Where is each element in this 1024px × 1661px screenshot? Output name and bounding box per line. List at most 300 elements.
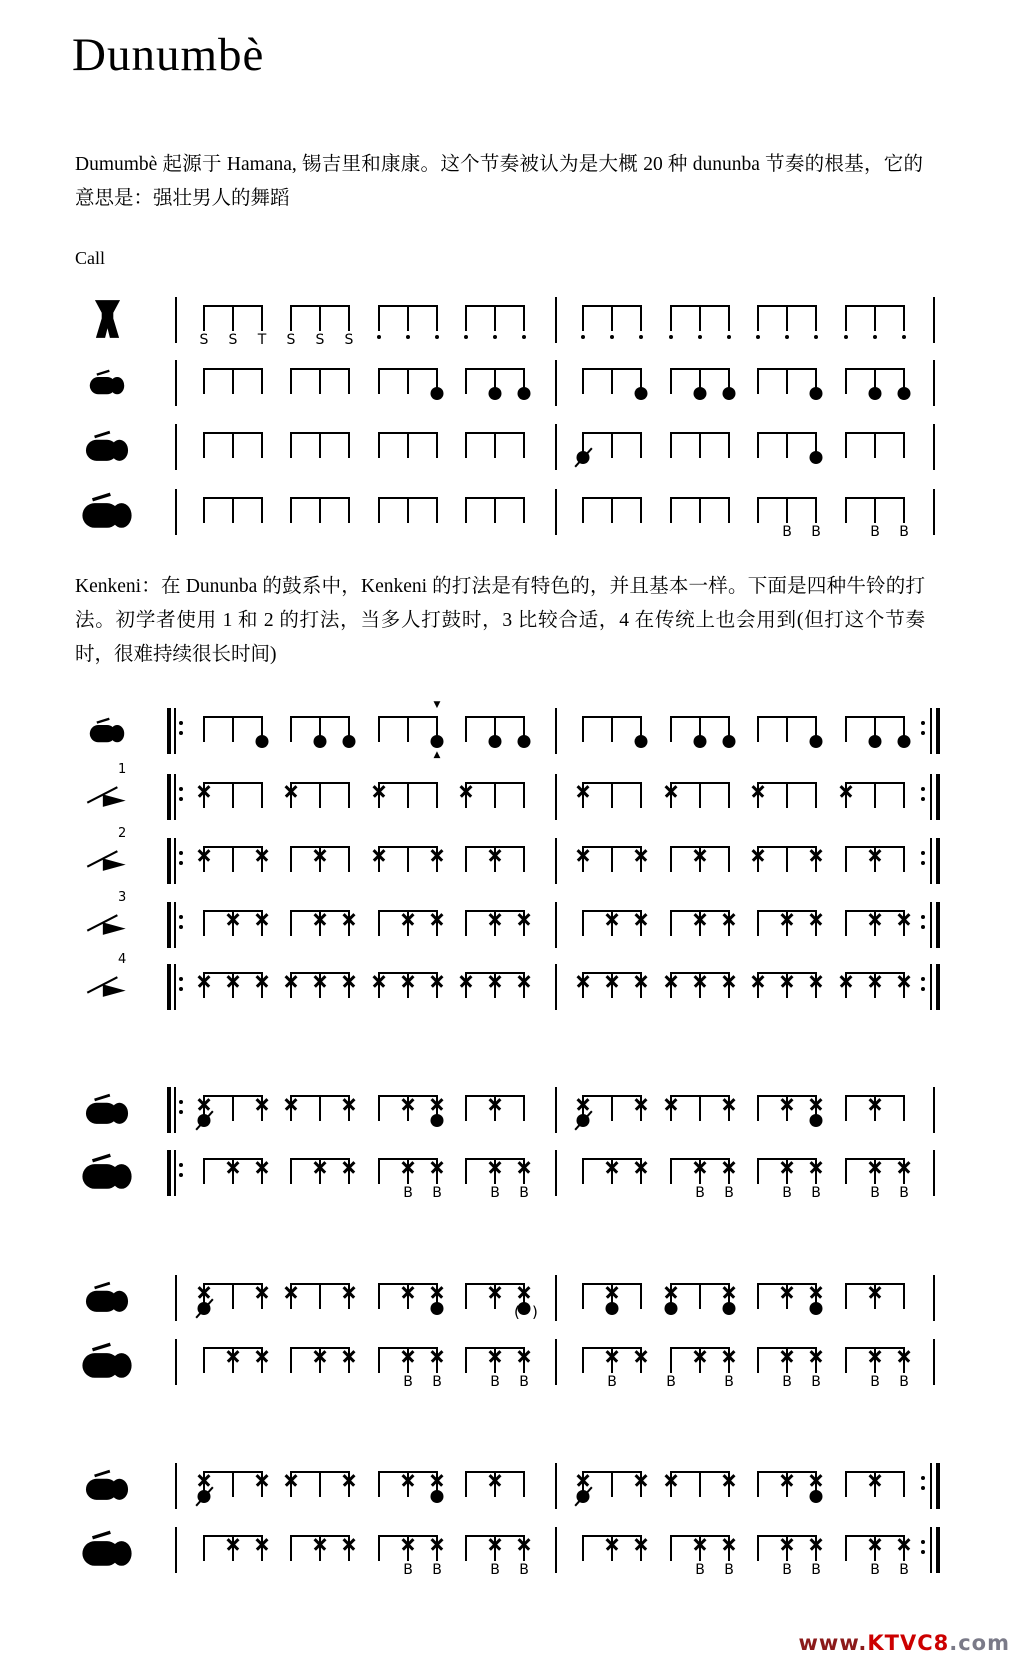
triplet-group xyxy=(666,1347,734,1390)
bell-stroke-x xyxy=(488,1473,503,1488)
dununba-drum-icon xyxy=(81,492,133,530)
stroke-letter-B: B xyxy=(695,1562,705,1578)
note-stem xyxy=(724,1349,734,1390)
muted-stroke-note xyxy=(198,1490,211,1503)
muted-stroke-note xyxy=(577,451,590,464)
stroke-letter-S: S xyxy=(315,332,325,348)
bell-stroke-x xyxy=(693,1537,708,1552)
stroke-letter-B: B xyxy=(899,1374,909,1390)
bell-stroke-x xyxy=(488,912,503,927)
sangban-drum-icon xyxy=(85,1469,129,1502)
triplet-group xyxy=(378,432,438,462)
rest-dot xyxy=(785,335,789,339)
bell-stroke-x xyxy=(255,1473,270,1488)
triplet-group xyxy=(199,305,267,348)
rest-dot xyxy=(406,335,410,339)
barline xyxy=(933,1275,935,1321)
row-instrument-icon xyxy=(68,774,146,818)
triplet-group xyxy=(465,782,525,812)
note-stem xyxy=(811,1537,821,1578)
note-stem xyxy=(407,718,409,742)
note-stem xyxy=(228,307,238,348)
watermark-prefix: www. xyxy=(798,1631,868,1655)
bell-stroke-x xyxy=(342,1285,357,1300)
barline xyxy=(555,838,557,884)
bell-stroke-x xyxy=(576,784,591,799)
note-stem xyxy=(724,1537,734,1578)
sangban-drum-icon xyxy=(85,1093,129,1126)
note-stem xyxy=(290,1285,292,1309)
bell-stroke-x xyxy=(430,848,445,863)
bell-stroke-x xyxy=(342,1473,357,1488)
note-stem xyxy=(378,370,380,394)
note-stem xyxy=(786,1097,788,1121)
triplet-group xyxy=(378,910,438,940)
stroke-letter-S: S xyxy=(199,332,209,348)
triplet-group xyxy=(670,432,730,462)
note-stem xyxy=(232,499,234,523)
bell-variant-number: 1 xyxy=(118,762,127,777)
note-stem xyxy=(519,1349,529,1390)
note-stem xyxy=(232,1537,234,1561)
bell-stroke-x xyxy=(693,1160,708,1175)
note-stem xyxy=(433,700,441,760)
note-stem xyxy=(232,1160,234,1184)
note-stem xyxy=(203,1097,205,1121)
bell-stroke-x xyxy=(488,848,503,863)
bell-stroke-x xyxy=(751,848,766,863)
note-stem xyxy=(640,912,642,936)
note-stem xyxy=(436,912,438,936)
note-stem xyxy=(432,1537,442,1578)
note-stem xyxy=(290,1537,292,1561)
stroke-letter-S: S xyxy=(228,332,238,348)
triplet-group xyxy=(845,1158,909,1201)
note-stem xyxy=(465,1160,467,1184)
note-stem xyxy=(319,434,321,458)
note-stem xyxy=(757,912,759,936)
bell-stroke-x xyxy=(401,974,416,989)
rest-dot xyxy=(727,335,731,339)
note-stem xyxy=(523,718,525,742)
row-instrument-icon xyxy=(68,838,146,882)
triplet-group xyxy=(845,368,905,398)
triplet-group xyxy=(582,716,642,746)
triplet-group xyxy=(286,305,354,348)
note-stem xyxy=(582,1537,584,1561)
open-stroke-note xyxy=(343,735,356,748)
note-stem xyxy=(611,848,613,872)
note-stem xyxy=(670,1160,672,1184)
note-stem xyxy=(290,1473,292,1497)
note-stem xyxy=(815,1285,817,1309)
stroke-letter-B: B xyxy=(403,1374,413,1390)
note-stem xyxy=(261,499,263,523)
note-stem xyxy=(403,1349,413,1390)
stroke-letter-B: B xyxy=(811,1374,821,1390)
note-stem xyxy=(582,434,584,458)
bell-stroke-x xyxy=(868,912,883,927)
note-stem xyxy=(203,1160,205,1184)
bell-stroke-x xyxy=(868,1160,883,1175)
triplet-group xyxy=(757,1283,817,1313)
muted-stroke-note xyxy=(577,1114,590,1127)
note-stem xyxy=(494,1473,496,1497)
note-stem xyxy=(378,912,380,936)
barline xyxy=(555,1275,557,1321)
row-instrument-icon xyxy=(68,1087,146,1131)
note-stem xyxy=(874,784,876,808)
open-stroke-note xyxy=(256,735,269,748)
note-stem xyxy=(670,974,672,998)
triplet-group xyxy=(670,497,730,527)
note-stem xyxy=(611,370,613,394)
note-stem xyxy=(786,1285,788,1309)
note-stem xyxy=(845,974,847,998)
note-stem xyxy=(203,974,205,998)
row-instrument-icon xyxy=(68,708,146,752)
barline xyxy=(175,360,177,406)
triplet-group xyxy=(203,972,263,1002)
bell-variant-number: 4 xyxy=(118,952,127,967)
stroke-letter-S: S xyxy=(286,332,296,348)
barline xyxy=(933,1150,935,1196)
note-stem xyxy=(903,1097,905,1121)
bell-stroke-x xyxy=(226,912,241,927)
repeat-end-sign xyxy=(921,1463,939,1509)
bell-stroke-x xyxy=(605,974,620,989)
rest-dot xyxy=(581,335,585,339)
note-stem xyxy=(261,912,263,936)
barline xyxy=(555,1463,557,1509)
bell-stroke-x xyxy=(488,974,503,989)
row-instrument-icon xyxy=(68,1150,146,1194)
bell-stroke-x xyxy=(693,974,708,989)
note-stem xyxy=(348,370,350,394)
note-stem xyxy=(757,848,759,872)
triplet-group xyxy=(203,368,263,398)
note-stem xyxy=(582,307,584,331)
note-stem xyxy=(232,718,234,742)
triplet-group xyxy=(290,432,350,462)
triplet-group xyxy=(465,305,525,335)
row-instrument-icon xyxy=(68,297,146,341)
note-stem xyxy=(611,974,613,998)
note-stem xyxy=(232,1285,234,1309)
dununba-drum-icon xyxy=(81,1153,133,1191)
bell-stroke-x xyxy=(809,1160,824,1175)
triplet-group xyxy=(670,368,730,398)
note-stem xyxy=(611,1097,613,1121)
note-stem xyxy=(782,499,792,540)
note-stem xyxy=(348,848,350,872)
barline xyxy=(175,1339,177,1385)
note-stem xyxy=(465,1349,467,1373)
note-stem xyxy=(786,1473,788,1497)
note-stem xyxy=(465,718,467,742)
note-stem xyxy=(815,784,817,808)
note-stem xyxy=(611,434,613,458)
page-title: Dunumbè xyxy=(72,29,265,81)
notation-row-bell-1 xyxy=(0,762,1024,834)
triplet-group xyxy=(378,1158,442,1201)
repeat-end-sign xyxy=(921,774,939,820)
note-stem xyxy=(348,1285,350,1309)
triplet-group xyxy=(378,497,438,527)
note-stem xyxy=(903,370,905,394)
note-stem xyxy=(845,1160,847,1184)
note-stem xyxy=(699,1349,701,1373)
barline xyxy=(555,1527,557,1573)
open-stroke-note xyxy=(869,387,882,400)
triplet-group xyxy=(290,972,350,1002)
note-stem xyxy=(903,1285,905,1309)
note-stem xyxy=(874,974,876,998)
note-stem xyxy=(728,1473,730,1497)
bell-stroke-x xyxy=(868,1537,883,1552)
stroke-letter-B: B xyxy=(870,1374,880,1390)
bell-stroke-x xyxy=(780,1537,795,1552)
note-stem xyxy=(203,1349,205,1373)
bell-stroke-x xyxy=(342,912,357,927)
triplet-group xyxy=(378,1283,438,1313)
note-stem xyxy=(378,1473,380,1497)
note-stem xyxy=(319,1537,321,1561)
bell-stroke-x xyxy=(897,1349,912,1364)
stroke-letter-B: B xyxy=(870,524,880,540)
barline xyxy=(555,1339,557,1385)
note-stem xyxy=(640,1473,642,1497)
note-stem xyxy=(582,912,584,936)
note-stem xyxy=(640,1285,642,1309)
note-stem xyxy=(845,1473,847,1497)
note-stem xyxy=(670,912,672,936)
triplet-group xyxy=(378,782,438,812)
note-stem xyxy=(490,1349,500,1390)
note-stem xyxy=(582,1160,584,1184)
bell-stroke-x xyxy=(255,974,270,989)
note-stem xyxy=(494,848,496,872)
repeat-start-sign xyxy=(167,774,185,820)
watermark-suffix: .com xyxy=(949,1631,1010,1655)
bell-stroke-x xyxy=(430,1473,445,1488)
triplet-group xyxy=(670,1158,734,1201)
note-stem xyxy=(670,434,672,458)
note-stem xyxy=(407,499,409,523)
open-stroke-note xyxy=(810,1114,823,1127)
triplet-group xyxy=(290,910,350,940)
bell-stroke-x xyxy=(226,1537,241,1552)
note-stem xyxy=(523,1473,525,1497)
bell-stroke-x xyxy=(430,1537,445,1552)
note-stem xyxy=(670,499,672,523)
open-stroke-note xyxy=(431,735,444,748)
note-stem xyxy=(436,307,438,331)
row-instrument-icon xyxy=(68,1527,146,1571)
note-stem xyxy=(378,1285,380,1309)
dununba-drum-icon xyxy=(81,1342,133,1380)
triplet-group xyxy=(203,1158,263,1188)
triplet-group xyxy=(378,305,438,335)
notation-row-call-djembe xyxy=(0,305,1024,357)
triplet-group xyxy=(378,1347,442,1390)
triplet-group xyxy=(203,1347,263,1377)
note-stem xyxy=(640,1349,642,1373)
note-stem xyxy=(290,499,292,523)
bell-stroke-x xyxy=(459,974,474,989)
barline xyxy=(175,1275,177,1321)
bell-stroke-x xyxy=(722,1285,737,1300)
bell-stroke-x xyxy=(401,1349,416,1364)
note-stem xyxy=(378,434,380,458)
bell-stroke-x xyxy=(372,784,387,799)
note-stem xyxy=(348,1537,350,1561)
triplet-group xyxy=(670,910,730,940)
bell-stroke-x xyxy=(313,1160,328,1175)
triplet-group xyxy=(757,910,817,940)
bell-stroke-x xyxy=(868,848,883,863)
bell-stroke-x xyxy=(197,784,212,799)
note-stem xyxy=(903,1473,905,1497)
note-stem xyxy=(203,718,205,742)
repeat-start-sign xyxy=(167,1150,185,1196)
notation-row-dununba-variation xyxy=(0,1347,1024,1399)
bell-stroke-x xyxy=(430,974,445,989)
note-stem xyxy=(874,307,876,331)
note-stem xyxy=(699,1097,701,1121)
triplet-group xyxy=(670,846,730,876)
open-stroke-note xyxy=(635,387,648,400)
stroke-letter-B: B xyxy=(666,1374,676,1390)
note-stem xyxy=(699,307,701,331)
note-stem xyxy=(611,307,613,331)
note-stem xyxy=(728,499,730,523)
rest-dot xyxy=(639,335,643,339)
triplet-group xyxy=(845,910,905,940)
note-stem xyxy=(699,1473,701,1497)
sangban-drum-icon xyxy=(85,430,129,463)
note-stem xyxy=(870,499,880,540)
note-stem xyxy=(845,912,847,936)
note-stem xyxy=(319,912,321,936)
note-stem xyxy=(815,307,817,331)
row-instrument-icon xyxy=(68,360,146,404)
note-stem xyxy=(261,1473,263,1497)
note-stem xyxy=(348,1473,350,1497)
open-stroke-note xyxy=(723,387,736,400)
note-stem xyxy=(728,1285,730,1309)
notation-row-call-dununba xyxy=(0,497,1024,549)
triplet-group xyxy=(670,972,730,1002)
note-stem xyxy=(378,499,380,523)
repeat-end-sign xyxy=(921,964,939,1010)
note-stem xyxy=(344,307,354,348)
notation-row-call-kenkeni xyxy=(0,368,1024,420)
note-stem xyxy=(523,912,525,936)
triplet-group xyxy=(670,1095,730,1125)
note-stem xyxy=(699,718,701,742)
note-stem xyxy=(899,1349,909,1390)
bell-stroke-x xyxy=(809,1473,824,1488)
note-stem xyxy=(874,370,876,394)
bell-icon xyxy=(86,973,128,1000)
triplet-group xyxy=(465,716,525,746)
triplet-group xyxy=(670,782,730,812)
barline xyxy=(933,297,935,343)
note-stem xyxy=(232,1473,234,1497)
note-stem xyxy=(728,848,730,872)
barline xyxy=(555,1087,557,1133)
note-stem xyxy=(465,848,467,872)
note-stem xyxy=(845,784,847,808)
note-stem xyxy=(786,718,788,742)
open-stroke-note xyxy=(518,387,531,400)
note-stem xyxy=(523,848,525,872)
note-stem xyxy=(523,784,525,808)
bell-stroke-x xyxy=(255,848,270,863)
stroke-letter-B: B xyxy=(490,1185,500,1201)
note-stem xyxy=(611,718,613,742)
bell-stroke-x xyxy=(342,1349,357,1364)
triplet-group xyxy=(290,782,350,812)
bell-stroke-x xyxy=(780,1285,795,1300)
note-stem xyxy=(232,434,234,458)
note-stem xyxy=(203,1473,205,1497)
note-stem xyxy=(699,434,701,458)
triplet-group xyxy=(757,972,817,1002)
note-stem xyxy=(699,974,701,998)
bell-stroke-x xyxy=(284,974,299,989)
note-stem xyxy=(290,784,292,808)
triplet-group xyxy=(465,972,525,1002)
note-stem xyxy=(523,307,525,331)
note-stem xyxy=(782,1349,792,1390)
triplet-group xyxy=(290,1471,350,1501)
bell-stroke-x xyxy=(284,1473,299,1488)
open-stroke-note xyxy=(518,735,531,748)
triplet-group xyxy=(757,846,817,876)
triplet-group xyxy=(845,497,909,540)
bell-stroke-x xyxy=(780,1349,795,1364)
triplet-group xyxy=(203,497,263,527)
note-stem xyxy=(811,1349,821,1390)
note-stem xyxy=(582,848,584,872)
triplet-group xyxy=(670,1471,730,1501)
call-section-label: Call xyxy=(75,248,105,268)
note-stem xyxy=(407,1285,409,1309)
bell-stroke-x xyxy=(284,1285,299,1300)
stroke-letter-B: B xyxy=(403,1562,413,1578)
open-stroke-note xyxy=(810,387,823,400)
note-stem xyxy=(319,718,321,742)
note-stem xyxy=(582,1473,584,1497)
bell-stroke-x xyxy=(372,974,387,989)
barline xyxy=(555,774,557,820)
note-stem xyxy=(699,848,701,872)
triplet-group xyxy=(465,432,525,462)
triplet-group xyxy=(378,972,438,1002)
note-stem xyxy=(378,848,380,872)
note-stem xyxy=(666,1349,676,1390)
row-instrument-icon xyxy=(68,1339,146,1383)
stroke-letter-B: B xyxy=(519,1562,529,1578)
bell-stroke-x xyxy=(488,1285,503,1300)
note-stem xyxy=(261,1537,263,1561)
note-stem xyxy=(319,370,321,394)
open-stroke-note xyxy=(898,735,911,748)
paren-left: ( xyxy=(514,1303,520,1321)
triplet-group xyxy=(290,497,350,527)
